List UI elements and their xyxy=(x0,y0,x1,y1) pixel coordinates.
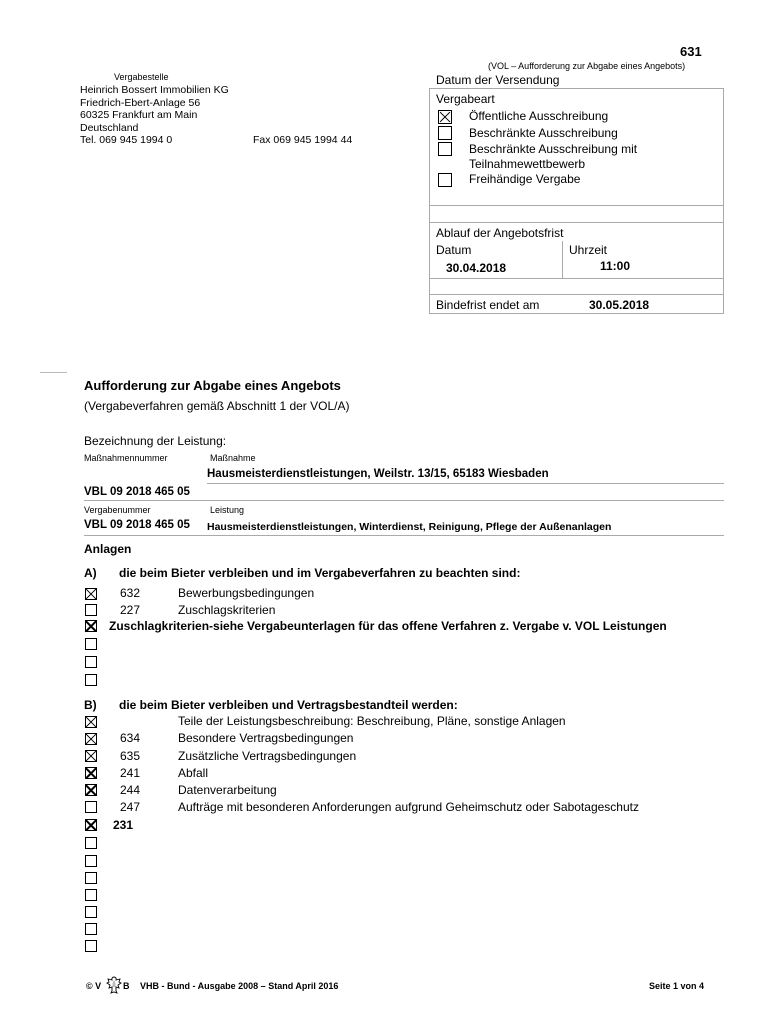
section-b-checkbox[interactable] xyxy=(85,716,97,728)
procedure-public-label: Öffentliche Ausschreibung xyxy=(469,109,609,123)
authority-street: Friedrich-Ebert-Anlage 56 xyxy=(80,97,201,109)
footer-copyright xyxy=(86,981,101,991)
section-b-checkbox[interactable] xyxy=(85,855,97,867)
section-b-checkbox[interactable] xyxy=(85,872,97,884)
section-a-checkbox[interactable] xyxy=(85,656,97,668)
section-b-number: 247 xyxy=(120,800,141,814)
section-a-checkbox[interactable] xyxy=(85,638,97,650)
deadline-date-value: 30.04.2018 xyxy=(446,261,507,275)
section-b-text: Besondere Vertragsbedingungen xyxy=(178,731,354,745)
fold-mark xyxy=(40,372,67,373)
binding-period-label: Bindefrist endet am xyxy=(436,298,540,312)
section-b-checkbox[interactable] xyxy=(85,819,97,831)
section-b-checkbox[interactable] xyxy=(85,940,97,952)
procedure-public-checkbox[interactable] xyxy=(438,110,452,124)
award-number-value: VBL 09 2018 465 05 xyxy=(84,519,190,531)
procedure-restricted-label: Beschränkte Ausschreibung xyxy=(469,126,618,140)
section-b-text: Datenverarbeitung xyxy=(178,783,277,797)
form-subtitle: (VOL – Aufforderung zur Abgabe eines Angebots) xyxy=(488,61,686,71)
form-number: 631 xyxy=(680,44,702,59)
footer-page-number: Seite 1 von 4 xyxy=(649,981,705,991)
section-a-text: Bewerbungsbedingungen xyxy=(178,586,315,600)
section-b-checkbox[interactable] xyxy=(85,750,97,762)
section-b-number: 635 xyxy=(120,749,141,763)
deadline-date-label: Datum xyxy=(436,243,472,257)
authority-phone: Tel. 069 945 1994 0 xyxy=(80,134,173,146)
section-b-checkbox[interactable] xyxy=(85,733,97,745)
binding-period-date: 30.05.2018 xyxy=(589,298,650,312)
dispatch-date-label: Datum der Versendung xyxy=(436,73,560,87)
service-label: Leistung xyxy=(210,505,245,515)
authority-fax: Fax 069 945 1994 44 xyxy=(253,134,353,146)
service-rule xyxy=(84,535,724,536)
deadline-time-value: 11:00 xyxy=(600,259,631,273)
award-number-label: Vergabenummer xyxy=(84,505,151,515)
section-b-number: 634 xyxy=(120,731,141,745)
section-b-checkbox[interactable] xyxy=(85,923,97,935)
section-b-number: 241 xyxy=(120,766,141,780)
deadline-label: Ablauf der Angebotsfrist xyxy=(436,226,564,240)
measure-label: Maßnahme xyxy=(210,453,256,463)
footer-copyright-text: © V xyxy=(86,981,102,991)
procedure-negotiated-checkbox[interactable] xyxy=(438,173,452,187)
section-a-letter: A) xyxy=(84,566,97,580)
section-b-checkbox[interactable] xyxy=(85,784,97,796)
authority-label: Vergabestelle xyxy=(114,72,169,82)
section-b-number: 231 xyxy=(113,818,134,832)
footer-copyright-b: B xyxy=(123,981,130,991)
procedure-restricted-competition-checkbox[interactable] xyxy=(438,142,452,156)
section-b-heading: die beim Bieter verbleiben und Vertragsbestandteil werden: xyxy=(119,698,458,712)
procedure-restricted-checkbox[interactable] xyxy=(438,126,452,140)
measure-number-rule xyxy=(84,500,724,501)
section-a-checkbox[interactable] xyxy=(85,674,97,686)
section-b-checkbox[interactable] xyxy=(85,801,97,813)
section-b-letter: B) xyxy=(84,698,97,712)
attachments-heading: Anlagen xyxy=(84,542,132,556)
section-a-number: 632 xyxy=(120,586,141,600)
page-title: Aufforderung zur Abgabe eines Angebots xyxy=(84,378,341,393)
section-a-checkbox[interactable] xyxy=(85,588,97,600)
section-a-checkbox[interactable] xyxy=(85,604,97,616)
service-heading: Bezeichnung der Leistung: xyxy=(84,434,227,448)
section-b-checkbox[interactable] xyxy=(85,767,97,779)
procedure-restricted-competition-label-2: Teilnahmewettbewerb xyxy=(469,157,586,171)
section-b-number: 244 xyxy=(120,783,141,797)
measure-value: Hausmeisterdienstleistungen, Weilstr. 13/15, 65183 Wiesbaden xyxy=(207,468,549,480)
authority-city: 60325 Frankfurt am Main xyxy=(80,109,198,121)
section-b-checkbox[interactable] xyxy=(85,906,97,918)
authority-name: Heinrich Bossert Immobilien KG xyxy=(80,84,229,96)
section-a-checkbox[interactable] xyxy=(85,620,97,632)
section-b-text: Zusätzliche Vertragsbedingungen xyxy=(178,749,357,763)
authority-country: Deutschland xyxy=(80,122,139,134)
section-b-text: Teile der Leistungsbeschreibung: Beschreibung, Pläne, sonstige Anlagen xyxy=(178,714,566,728)
section-a-number: 227 xyxy=(120,603,141,617)
measure-number-label: Maßnahmennummer xyxy=(84,453,168,463)
page-subtitle: (Vergabeverfahren gemäß Abschnitt 1 der VOL/A) xyxy=(84,399,350,413)
section-b-checkbox[interactable] xyxy=(85,889,97,901)
federal-eagle-icon xyxy=(106,975,122,995)
footer-edition: VHB - Bund - Ausgabe 2008 – Stand April 2016 xyxy=(140,981,339,991)
measure-number-value: VBL 09 2018 465 05 xyxy=(84,486,190,498)
section-b-text: Aufträge mit besonderen Anforderungen aufgrund Geheimschutz oder Sabotageschutz xyxy=(178,800,639,814)
deadline-time-label: Uhrzeit xyxy=(569,243,608,257)
service-value: Hausmeisterdienstleistungen, Winterdienst, Reinigung, Pflege der Außenanlagen xyxy=(207,521,612,533)
procedure-type-label: Vergabeart xyxy=(436,92,495,106)
section-a-text: Zuschlagskriterien xyxy=(178,603,276,617)
section-a-text: Zuschlagkriterien-siehe Vergabeunterlagen für das offene Verfahren z. Vergabe v. VOL Leistungen xyxy=(109,619,667,633)
procedure-restricted-competition-label: Beschränkte Ausschreibung mit xyxy=(469,142,638,156)
procedure-negotiated-label: Freihändige Vergabe xyxy=(469,172,581,186)
measure-rule xyxy=(207,483,724,484)
section-a-heading: die beim Bieter verbleiben und im Vergabeverfahren zu beachten sind: xyxy=(119,566,521,580)
section-b-checkbox[interactable] xyxy=(85,837,97,849)
section-b-text: Abfall xyxy=(178,766,209,780)
